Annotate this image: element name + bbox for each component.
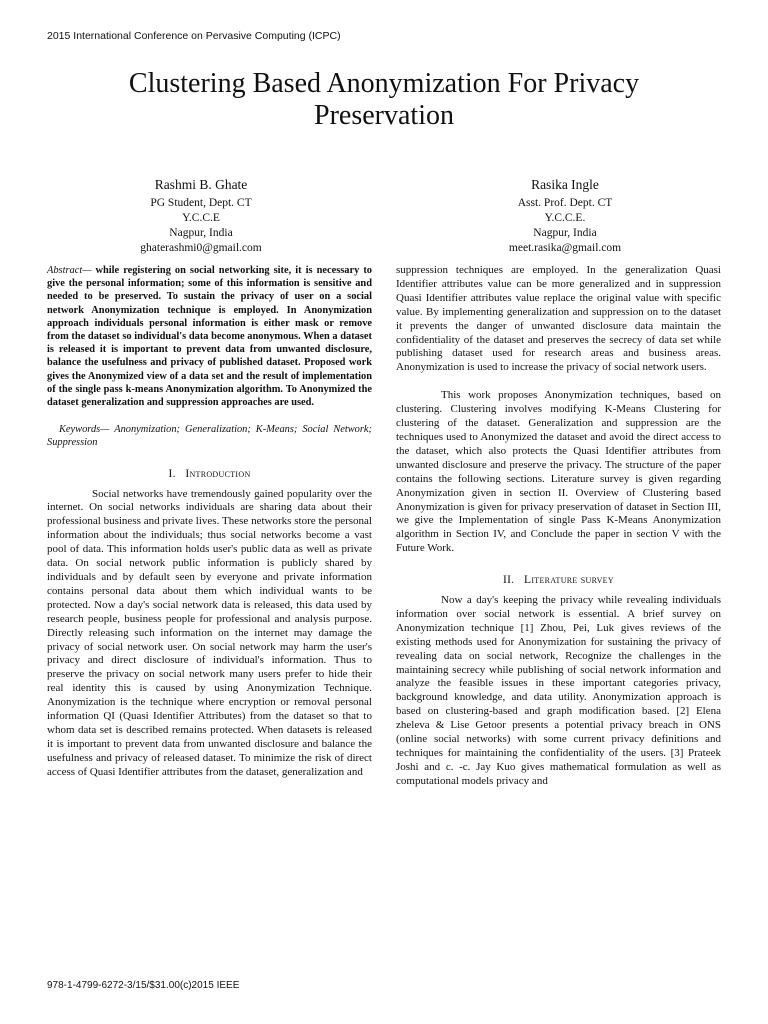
author-email: meet.rasika@gmail.com [508, 242, 622, 254]
conference-header: 2015 International Conference on Pervasive Computing (ICPC) [47, 30, 341, 42]
abstract-text: while registering on social networking site, it is necessary to give the personal information; some of this information is sensitive and needed to be preserved. To sustain the privacy of user on a social network Anonymization technique is employed. In Anonymization approach individuals personal information is either mask or remove from the dataset so individual's data become anonymous. When a dataset is released it is important to prevent data from unwanted disclosure, balance the usefulness and privacy of published dataset. Proposed work gives the Anonymized view of a data set and the result of implementation of the single pass k-means Anonymization algorithm. To Anonymized the dataset generalization and suppression approaches are used. [47, 265, 372, 409]
author-role: PG Student, Dept. CT [150, 197, 252, 209]
paragraph: Social networks have tremendously gained popularity over the internet. On social networks individuals are sharing data about their professional business and private lives. These networks store the personal information about the individuals; thus social networks become a vast pool of data. This information holds user's public data as well as private data. On social network public information is publicly shared by individuals and by default seen by everyone and private information contains personal data about them which individual wants to be protected. Now a day's social network data is released, this data used by research people, business people for professional and analysis purpose. Directly releasing such information on the internet may damage the privacy of social network user. On social network may harm the user's privacy and direct disclosure of individual's information. Thus to preserve the privacy on social network many users prefer to hide their real identity this is caused by using Anonymization Technique. Anonymization is the technique where encryption or removal personal information QI (Quasi Identifier Attributes) from the dataset so that to whom data set is described remains protected. When datasets is released it is important to prevent data from unwanted disclosure and balance the usefulness and privacy of released dataset. To minimize the risk of direct access of Quasi Identifier attributes from the dataset, generalization and [47, 487, 372, 778]
author-role: Asst. Prof. Dept. CT [517, 197, 613, 209]
section-heading-introduction [47, 468, 372, 482]
section-title: Introduction [185, 467, 251, 480]
author-institution: Y.C.C.E. [544, 212, 586, 224]
author-city: Nagpur, India [169, 227, 233, 239]
author-city: Nagpur, India [533, 227, 597, 239]
paragraph-gap [396, 375, 721, 389]
author-institution: Y.C.C.E [182, 212, 220, 224]
paragraph: suppression techniques are employed. In the generalization Quasi Identifier attributes value can be more generalized and in suppression Quasi Identifier attributes value replace the original value with specific value. By implementing generalization and suppression on to the dataset it prevents the danger of unwanted disclosure data maintain the confidentiality of the dataset and preserves the secrecy of data set while publishing dataset used for research areas and business areas. Anonymization is used to increase the privacy of social network users. [396, 264, 721, 374]
left-column [47, 264, 372, 780]
author-block-2 [435, 175, 695, 256]
abstract-lead: Abstract— [47, 265, 92, 276]
right-column [396, 264, 721, 789]
author-name: Rasika Ingle [531, 177, 599, 192]
copyright-footer: 978-1-4799-6272-3/15/$31.00(c)2015 IEEE [47, 980, 240, 991]
paragraph: This work proposes Anonymization techniques, based on clustering. Clustering involves modifying K-Means Clustering for clustering of the dataset. Generalization and suppression are the techniques used to Anonymized the dataset and avoid the direct access to the dataset, which also protects the Quasi Identifier attributes from unwanted disclosure and preserve the privacy. The structure of the paper contains the following sections. Literature survey is given regarding Anonymization given in section II. Overview of Clustering based Anonymization is given for privacy preservation of dataset in Section III, we give the Implementation of single Pass K-Means Anonymization algorithm in Section IV, and Conclude the paper in section V with the Future Work. [396, 389, 721, 555]
paragraph: Now a day's keeping the privacy while revealing individuals information over social network is essential. A brief survey on Anonymization technique [1] Zhou, Pei, Luk gives reviews of the existing methods used for Anonymization for sustaining the privacy of revealing data on social network, Recognize the challenges in the maintaining secrecy while publishing of social network information and analyze the feasible issues in these important categories privacy, background knowledge, and data utility. Anonymization approach is based on clustering-based and graph modification based. [2] Elena zheleva & Lise Getoor presents a potential privacy breach in ONS (online social networks) with some current privacy definitions and techniques for maintaining the confidentiality of the users. [3] Prateek Joshi and c. -c. Jay Kuo gives mathematical formulation as well as computational models privacy and [396, 594, 721, 787]
section-heading-literature-survey [396, 574, 721, 588]
section-number: II. [503, 574, 515, 587]
author-block-1 [71, 175, 331, 256]
abstract [47, 264, 372, 409]
author-email: ghaterashmi0@gmail.com [140, 242, 262, 254]
keywords: Keywords— Anonymization; Generalization; K-Means; Social Network; Suppression [47, 424, 372, 449]
paper-title: Clustering Based Anonymization For Privacy Preservation [128, 68, 640, 131]
author-name: Rashmi B. Ghate [154, 177, 248, 192]
section-number: I. [168, 467, 176, 480]
section-title: Literature survey [524, 574, 614, 587]
